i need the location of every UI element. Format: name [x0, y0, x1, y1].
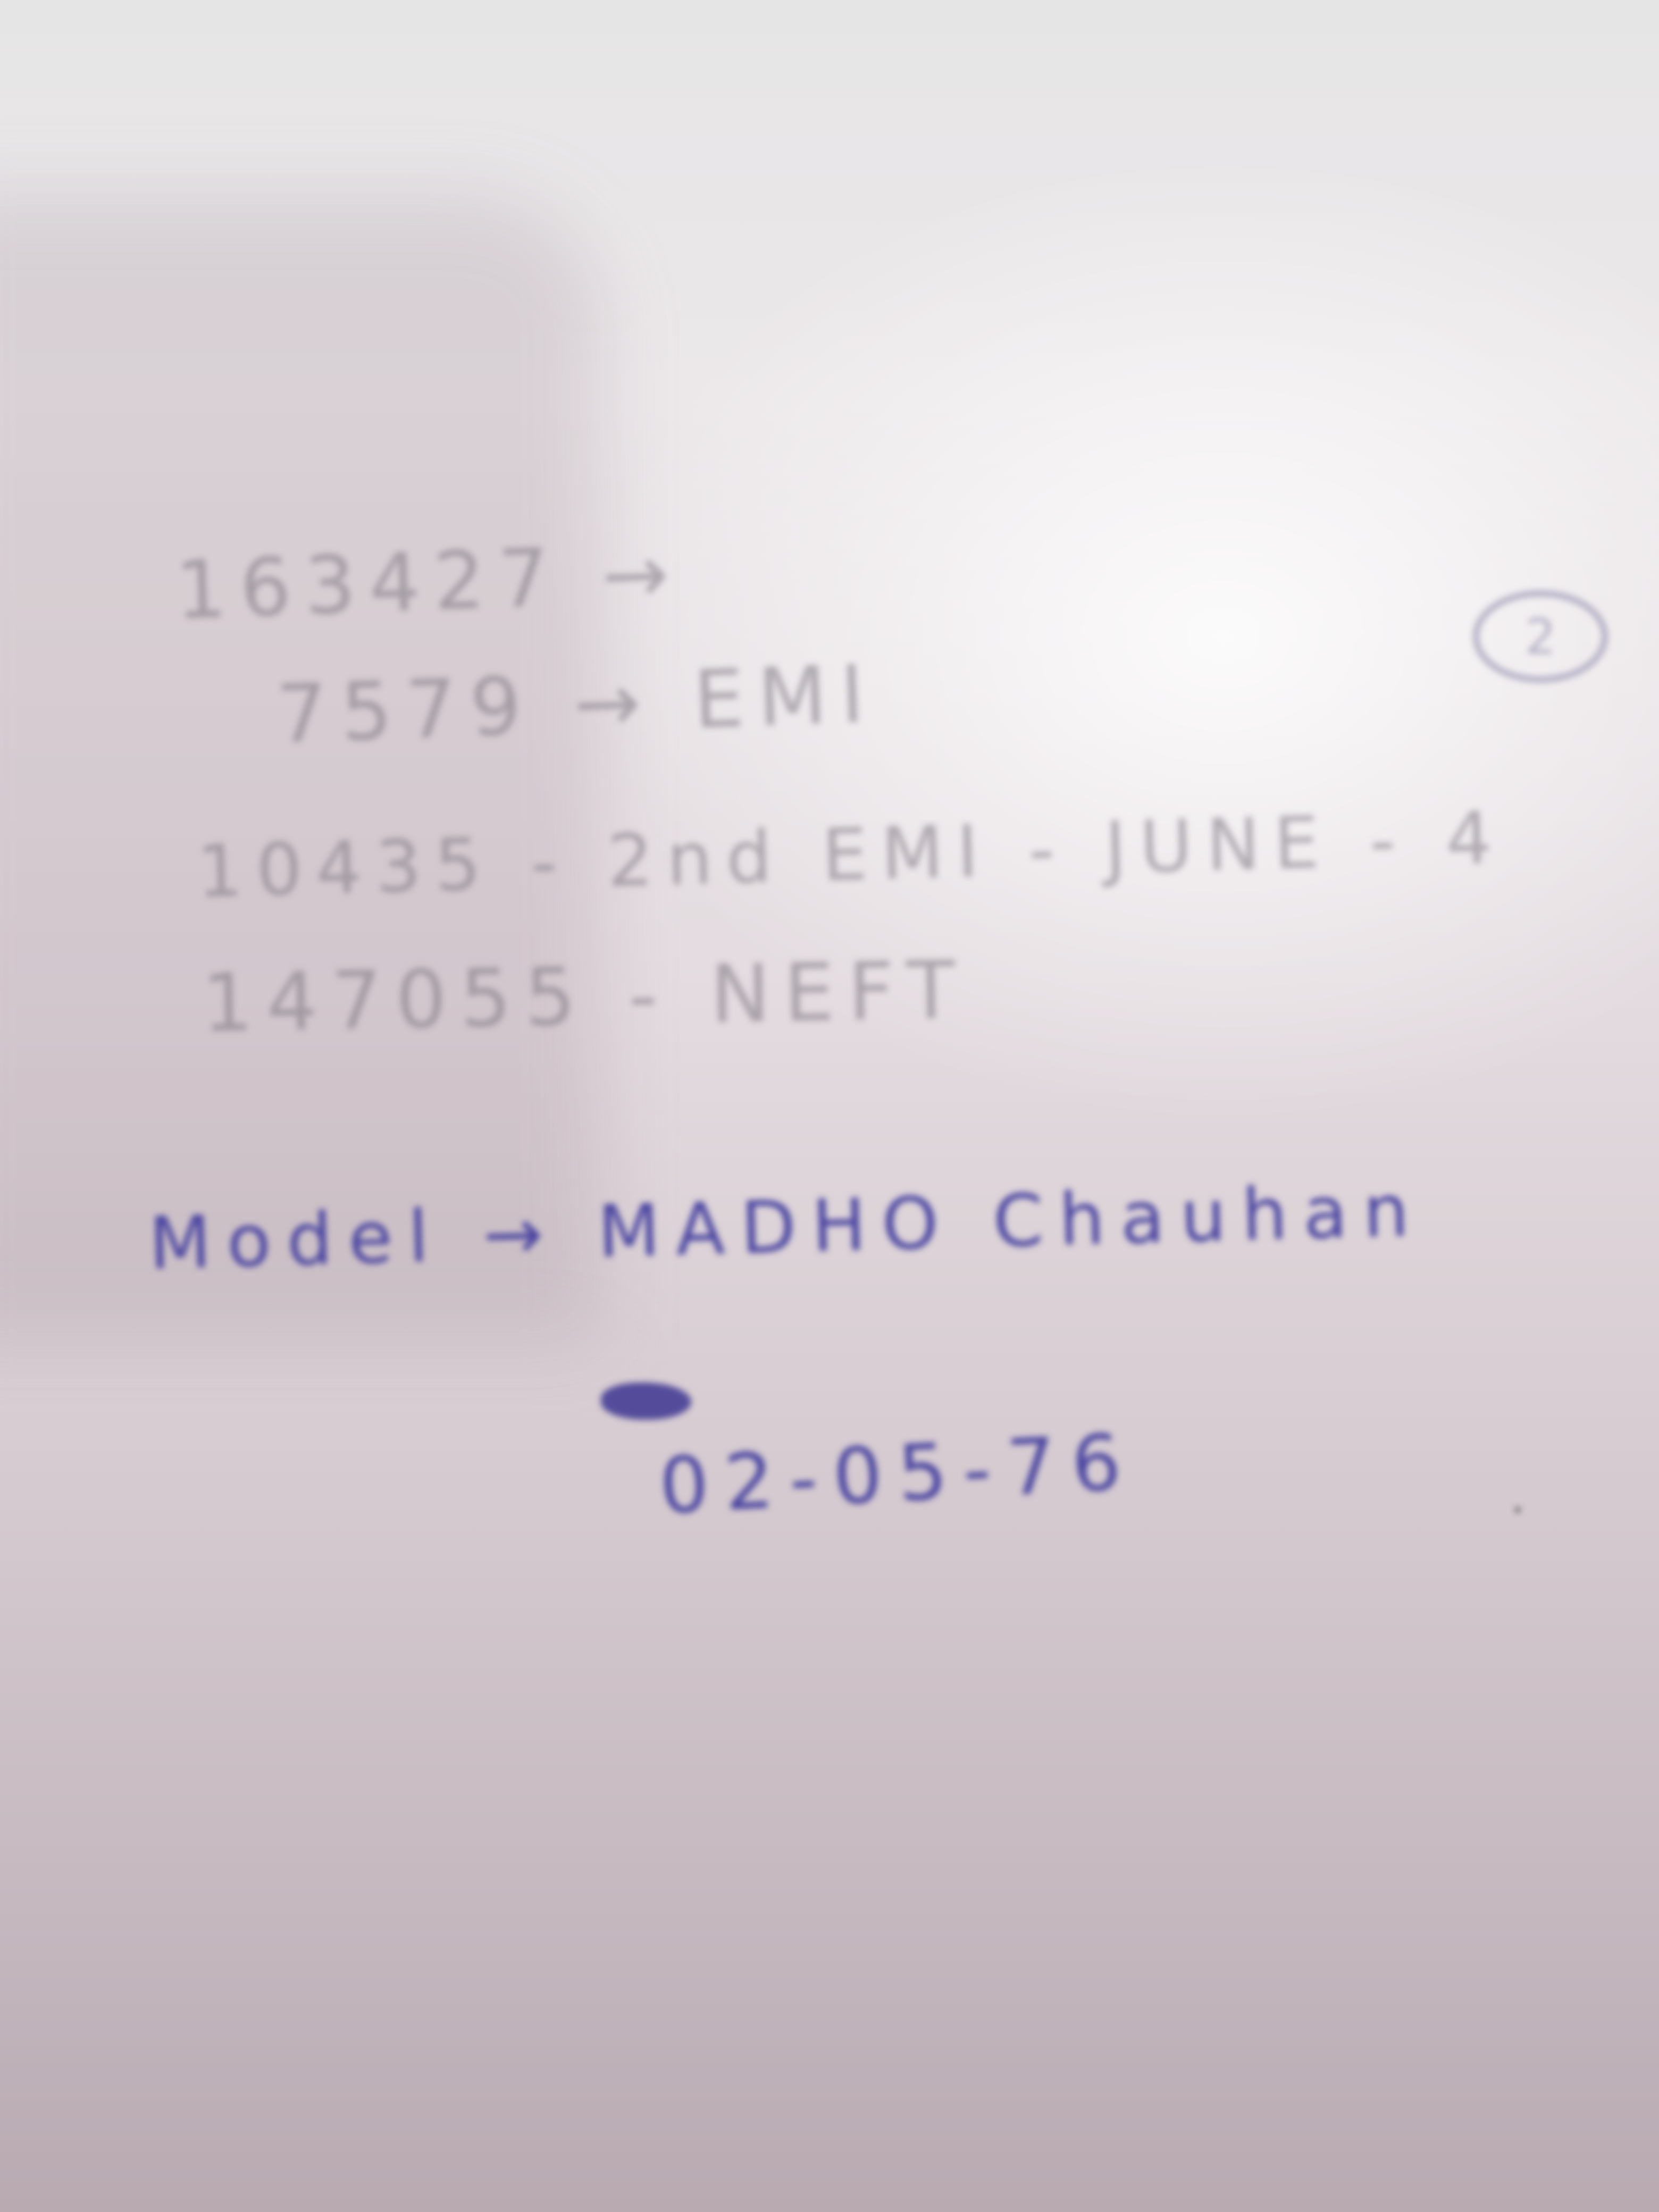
ink-blot — [601, 1382, 691, 1420]
circled-number: 2 — [1524, 608, 1556, 665]
note-line-4: 147055 - NEFT — [201, 944, 970, 1050]
circled-number-mark — [1473, 590, 1608, 683]
note-line-2: 7579 → EMI — [275, 648, 879, 761]
note-line-3: 10435 - 2nd EMI - JUNE - 4 — [196, 795, 1507, 914]
ink-speck — [1515, 1507, 1520, 1512]
note-line-6: 02-05-76 — [657, 1417, 1139, 1532]
note-line-1: 163427 → — [174, 527, 684, 638]
note-line-5: Model → MADHO Chauhan — [148, 1168, 1426, 1286]
